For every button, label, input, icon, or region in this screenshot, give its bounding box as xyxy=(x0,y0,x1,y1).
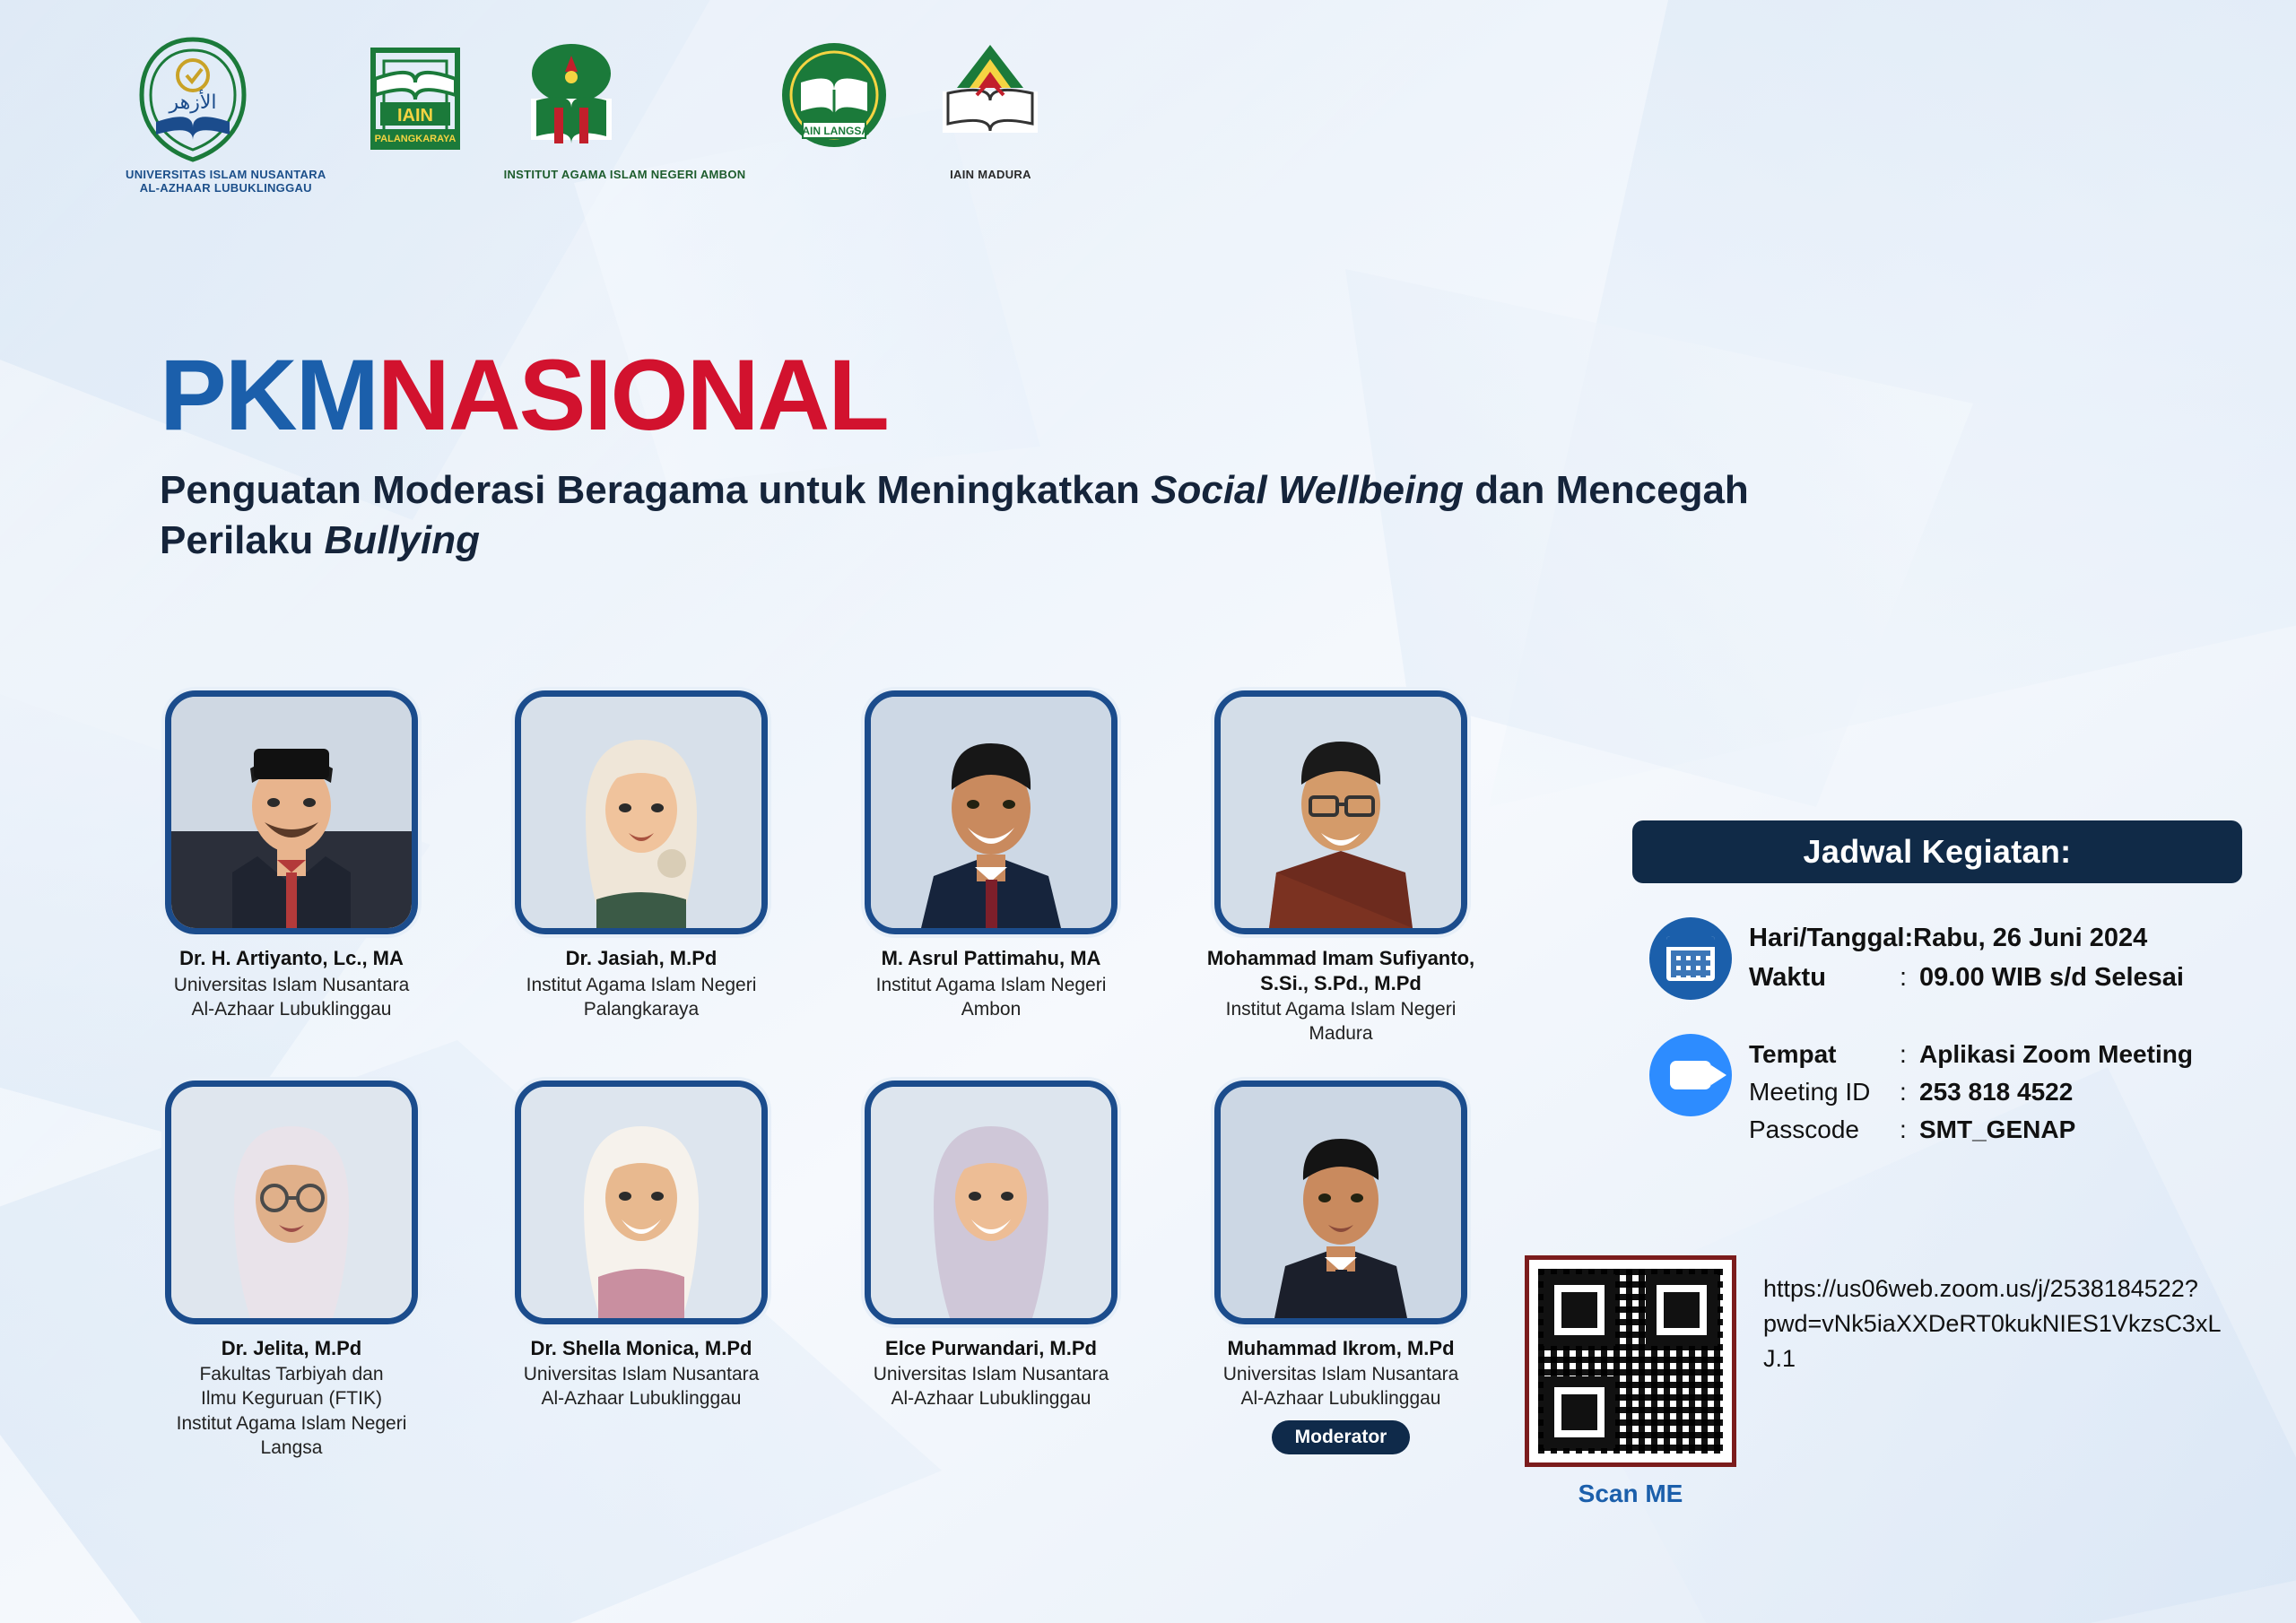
speaker-name: Dr. Shella Monica, M.Pd xyxy=(530,1336,752,1359)
schedule-passcode-value: SMT_GENAP xyxy=(1919,1115,2076,1143)
speaker-affiliation: Universitas Islam Nusantara Al-Azhaar Lubuklinggau xyxy=(1222,1364,1459,1410)
speaker-card xyxy=(466,690,816,1046)
iain-madura-logo-icon xyxy=(923,32,1057,167)
speaker-card xyxy=(117,690,466,1046)
subtitle-text-a: Penguatan Moderasi Beragama untuk Meningkatkan xyxy=(160,468,1152,512)
speaker-name: M. Asrul Pattimahu, MA xyxy=(881,947,1101,969)
logo-caption: IAIN MADURA xyxy=(950,168,1031,181)
qr-block xyxy=(1525,1255,1736,1508)
speaker-card xyxy=(816,690,1166,1046)
page-title xyxy=(160,339,1801,451)
schedule-panel xyxy=(1632,820,2242,1149)
avatar xyxy=(1214,690,1467,934)
schedule-meeting-id-label: Meeting ID xyxy=(1749,1078,1871,1106)
avatar xyxy=(515,1081,768,1324)
speaker-card xyxy=(1166,1081,1516,1461)
logo-caption: UNIVERSITAS ISLAM NUSANTARA AL-AZHAAR LUBUKLINGGAU xyxy=(126,168,326,195)
avatar xyxy=(165,690,418,934)
subtitle-text-b: dan Mencegah Perilaku xyxy=(160,468,1749,563)
logo-iain-madura xyxy=(923,32,1057,182)
logo-row xyxy=(126,32,1057,195)
svg-text:PALANGKARAYA: PALANGKARAYA xyxy=(374,134,456,144)
logo-caption: INSTITUT AGAMA ISLAM NEGERI AMBON xyxy=(503,168,746,181)
avatar xyxy=(865,1081,1118,1324)
speaker-affiliation: Institut Agama Islam Negeri Ambon xyxy=(875,974,1107,1020)
qr-code[interactable] xyxy=(1525,1255,1736,1467)
logo-al-azhaar xyxy=(126,32,326,195)
schedule-heading: Jadwal Kegiatan: xyxy=(1632,820,2242,883)
speaker-card xyxy=(816,1081,1166,1461)
schedule-meeting-id-line xyxy=(1749,1073,2242,1111)
schedule-time-separator: : xyxy=(1900,962,1908,992)
iain-ambon-logo-icon xyxy=(504,32,639,167)
speaker-row-2 xyxy=(117,1081,1516,1461)
qr-section xyxy=(1525,1255,2242,1508)
logo-iain-ambon xyxy=(504,32,746,182)
speaker-name: Mohammad Imam Sufiyanto, S.Si., S.Pd., M.Pd xyxy=(1206,947,1475,994)
schedule-place-line xyxy=(1749,1036,2242,1073)
schedule-time-label: Waktu xyxy=(1749,962,1826,992)
al-azhaar-lubuklinggau-logo-icon xyxy=(126,32,260,167)
status-badge: Moderator xyxy=(1272,1420,1411,1454)
subtitle-italic-bullying: Bullying xyxy=(324,518,480,563)
avatar xyxy=(165,1081,418,1324)
title-part-pkm: PKM xyxy=(160,339,378,451)
schedule-datetime-block xyxy=(1632,914,2242,1000)
speaker-name: Dr. Jelita, M.Pd xyxy=(221,1336,362,1359)
speaker-affiliation: Institut Agama Islam Negeri Palangkaraya xyxy=(526,974,757,1020)
schedule-passcode-separator: : xyxy=(1900,1115,1907,1143)
svg-text:الأزهر: الأزهر xyxy=(169,91,217,114)
speaker-affiliation: Fakultas Tarbiyah dan Ilmu Keguruan (FTIK) Institut Agama Islam Negeri Langsa xyxy=(176,1364,407,1458)
speaker-name: Muhammad Ikrom, M.Pd xyxy=(1227,1336,1455,1359)
title-part-nasional: NASIONAL xyxy=(377,339,888,451)
schedule-passcode-label: Passcode xyxy=(1749,1115,1859,1143)
speaker-name: Elce Purwandari, M.Pd xyxy=(885,1336,1097,1359)
speaker-row-1 xyxy=(117,690,1516,1046)
schedule-date-value: Rabu, 26 Juni 2024 xyxy=(1913,924,2148,952)
iain-palangkaraya-logo-icon xyxy=(348,32,483,167)
speaker-affiliation: Universitas Islam Nusantara Al-Azhaar Lubuklinggau xyxy=(523,1364,760,1410)
schedule-meeting-id-value: 253 818 4522 xyxy=(1919,1078,2074,1106)
svg-text:IAIN LANGSA: IAIN LANGSA xyxy=(799,125,870,137)
schedule-time-line xyxy=(1749,959,2242,998)
schedule-date-label: Hari/Tanggal: xyxy=(1749,924,1914,952)
avatar xyxy=(515,690,768,934)
video-camera-icon xyxy=(1632,1030,1749,1116)
svg-text:IAIN: IAIN xyxy=(396,106,433,126)
schedule-place-value: Aplikasi Zoom Meeting xyxy=(1919,1040,2193,1068)
speaker-grid xyxy=(117,690,1516,1460)
scan-me-label: Scan ME xyxy=(1578,1480,1683,1507)
subtitle-italic-social-wellbeing: Social Wellbeing xyxy=(1151,468,1464,512)
schedule-place-label: Tempat xyxy=(1749,1040,1837,1068)
avatar xyxy=(1214,1081,1467,1324)
speaker-affiliation: Institut Agama Islam Negeri Madura xyxy=(1225,999,1457,1045)
logo-iain-langsa xyxy=(767,32,901,167)
calendar-icon xyxy=(1632,914,1749,1000)
speaker-affiliation: Universitas Islam Nusantara Al-Azhaar Lubuklinggau xyxy=(873,1364,1109,1410)
speaker-name: Dr. H. Artiyanto, Lc., MA xyxy=(179,947,404,969)
speaker-card xyxy=(117,1081,466,1461)
logo-iain-palangkaraya xyxy=(348,32,483,167)
schedule-date-line xyxy=(1749,919,2242,959)
iain-langsa-logo-icon xyxy=(767,32,901,167)
avatar xyxy=(865,690,1118,934)
schedule-passcode-line xyxy=(1749,1111,2242,1149)
poster-title-block xyxy=(160,339,1801,567)
poster-subtitle xyxy=(160,465,1801,567)
schedule-meeting-block xyxy=(1632,1030,2242,1149)
zoom-meeting-link[interactable]: https://us06web.zoom.us/j/2538184522?pwd=vNk5iaXXDeRT0kukNIES1VkzsC3xLJ.1 xyxy=(1763,1275,2222,1373)
speaker-affiliation: Universitas Islam Nusantara Al-Azhaar Lubuklinggau xyxy=(173,974,410,1020)
schedule-place-separator: : xyxy=(1900,1040,1907,1068)
schedule-meeting-id-separator: : xyxy=(1900,1078,1907,1106)
schedule-time-value: 09.00 WIB s/d Selesai xyxy=(1919,962,2184,992)
speaker-card xyxy=(466,1081,816,1461)
speaker-card xyxy=(1166,690,1516,1046)
speaker-name: Dr. Jasiah, M.Pd xyxy=(565,947,718,969)
